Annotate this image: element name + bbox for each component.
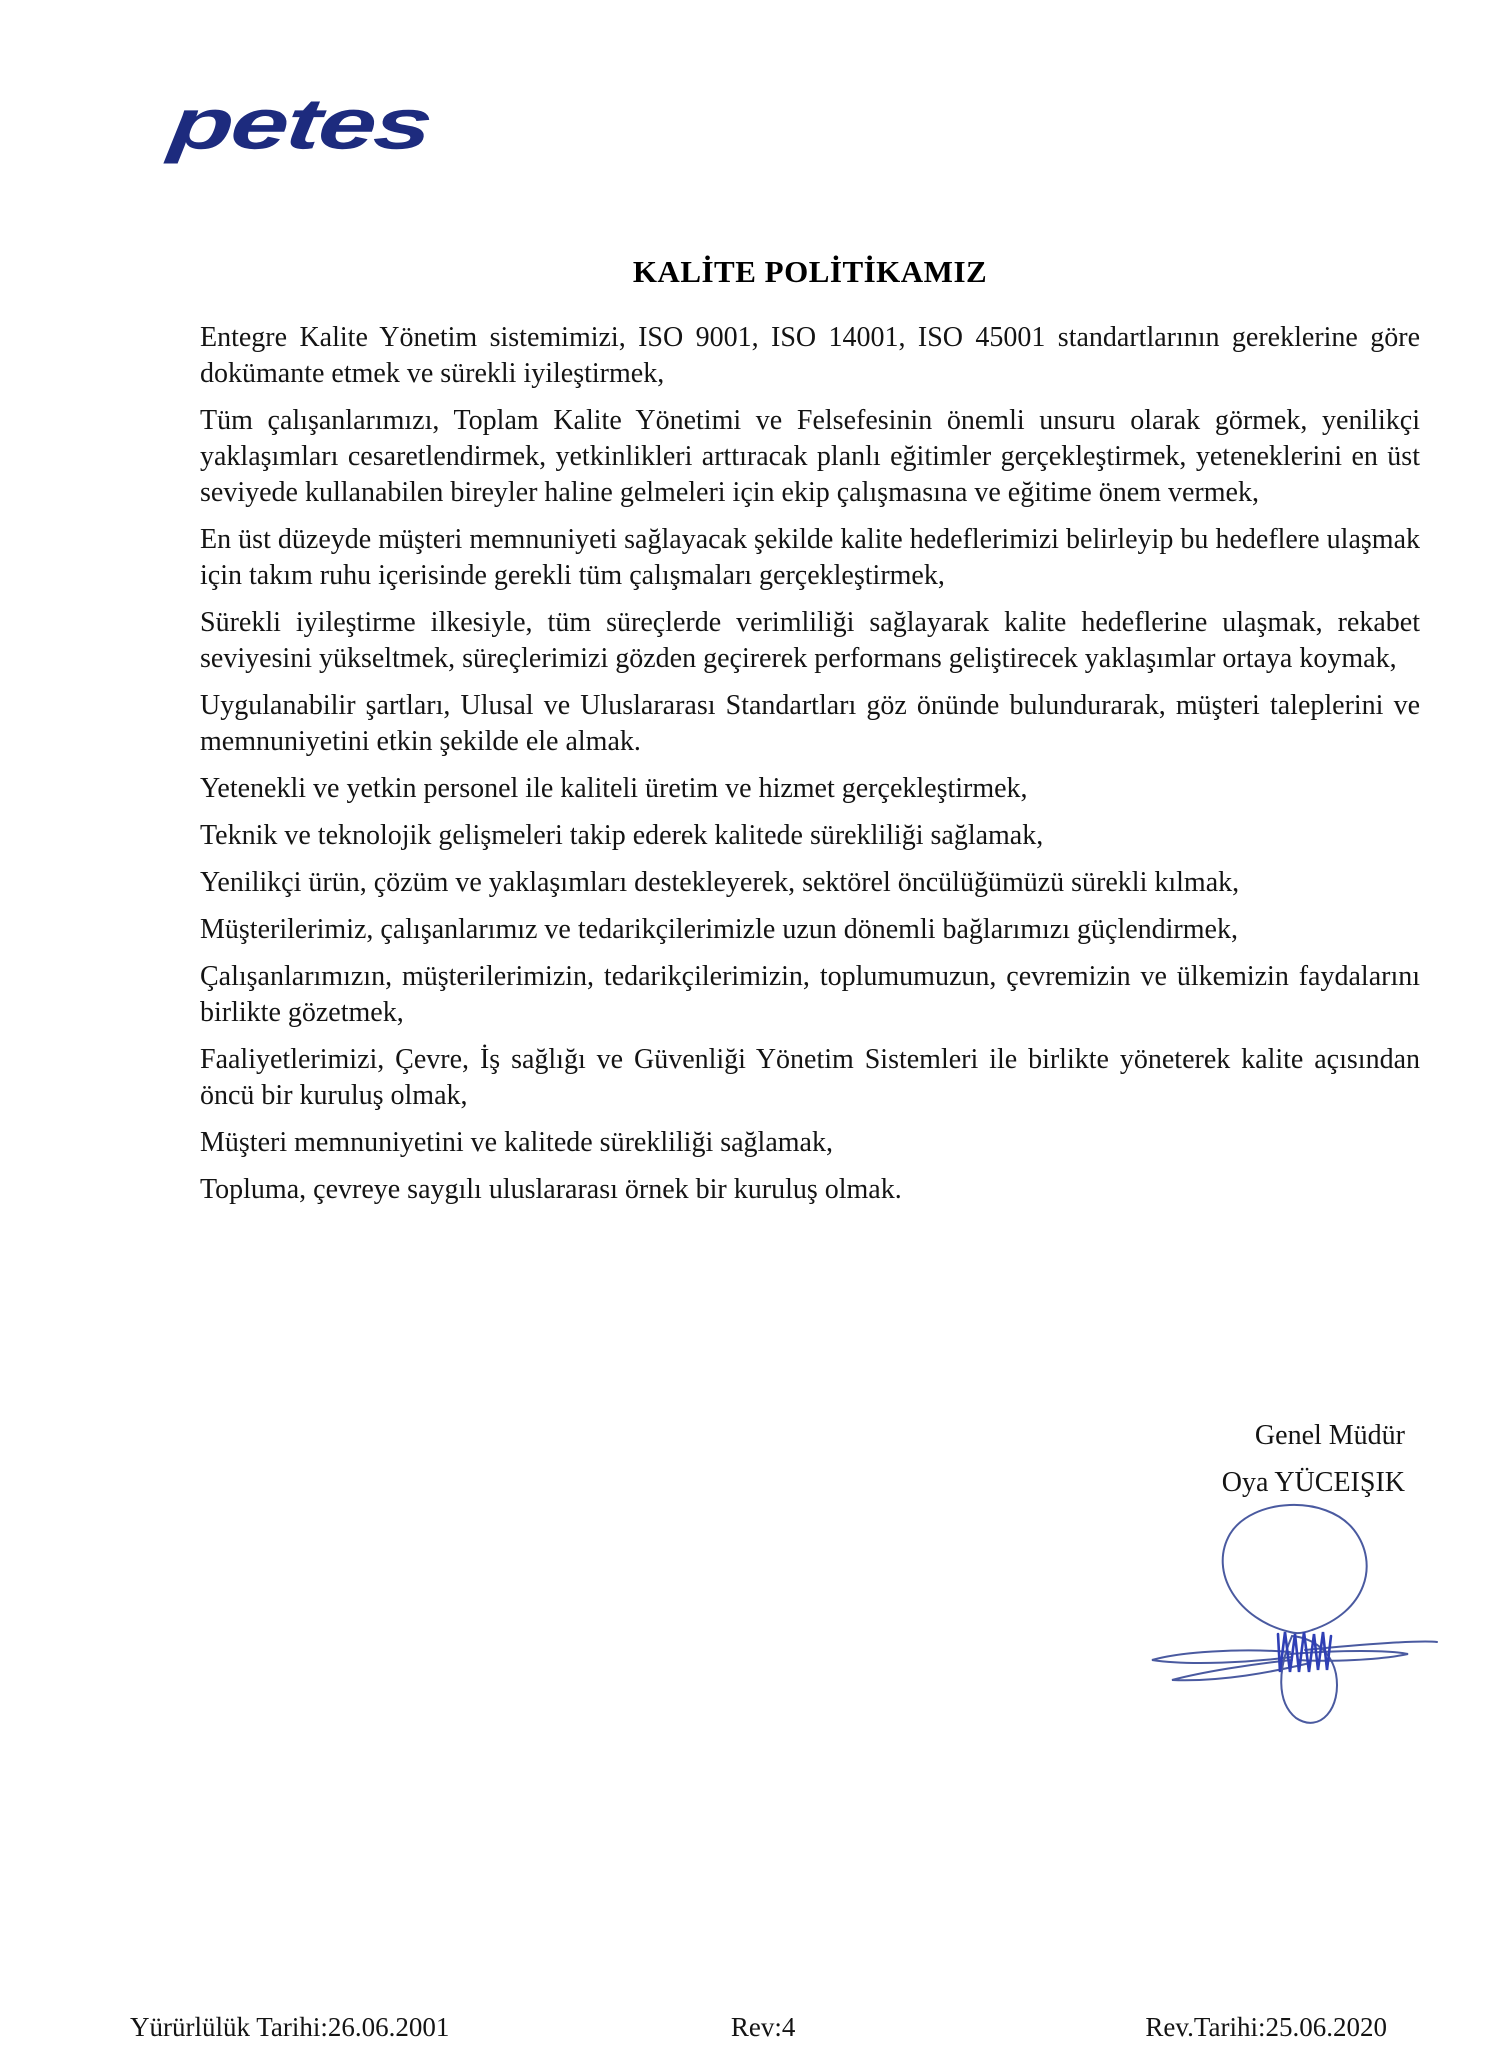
policy-paragraph: En üst düzeyde müşteri memnuniyeti sağlayacak şekilde kalite hedeflerimizi belirleyip bu hedeflere ulaşmak için takım ruhu içerisinde gerekli tüm çalışmaları gerçekleştirmek,	[200, 524, 1420, 591]
company-logo-text: petes	[165, 83, 436, 165]
signer-name: Oya YÜCEIŞIK	[1221, 1467, 1405, 1498]
footer-effective-date: Yürürlülük Tarihi:26.06.2001	[130, 2012, 450, 2042]
page-title: KALİTE POLİTİKAMIZ	[632, 254, 988, 289]
company-logo	[165, 83, 436, 188]
footer-revision-date: Rev.Tarihi:25.06.2020	[1145, 2012, 1387, 2042]
signer-role: Genel Müdür	[1254, 1420, 1405, 1451]
policy-paragraph: Sürekli iyileştirme ilkesiyle, tüm süreçlerde verimliliği sağlayarak kalite hedeflerine ulaşmak, rekabet seviyesini yükseltmek, süreçlerimizi gözden geçirerek performans geliştirecek yaklaşımlar ortaya koymak,	[200, 607, 1420, 674]
policy-paragraph: Müşteri memnuniyetini ve kalitede sürekliliği sağlamak,	[200, 1127, 833, 1158]
policy-paragraph: Faaliyetlerimizi, Çevre, İş sağlığı ve Güvenliği Yönetim Sistemleri ile birlikte yöneterek kalite açısından öncü bir kuruluş olmak,	[200, 1044, 1420, 1111]
policy-paragraph: Uygulanabilir şartları, Ulusal ve Uluslararası Standartları göz önünde bulundurarak, müşteri taleplerini ve memnuniyetini etkin şekilde ele almak.	[200, 690, 1420, 757]
footer-revision: Rev:4	[730, 2012, 796, 2042]
policy-paragraph: Müşterilerimiz, çalışanlarımız ve tedarikçilerimizle uzun dönemli bağlarımızı güçlendirmek,	[200, 914, 1238, 945]
handwritten-signature	[1140, 1492, 1440, 1732]
policy-paragraph: Yenilikçi ürün, çözüm ve yaklaşımları destekleyerek, sektörel öncülüğümüzü sürekli kılmak,	[200, 867, 1240, 898]
policy-paragraph: Yetenekli ve yetkin personel ile kaliteli üretim ve hizmet gerçekleştirmek,	[200, 773, 1028, 804]
policy-paragraph: Tüm çalışanlarımızı, Toplam Kalite Yönetimi ve Felsefesinin önemli unsuru olarak görmek, yenilikçi yaklaşımları cesaretlendirmek, yetkinlikleri arttıracak planlı eğitimler gerçekleştirmek, yeteneklerini en üst seviyede kullanabilen bireyler haline gelmeleri için ekip çalışmasına ve eğitime önem vermek,	[200, 405, 1420, 508]
policy-paragraph: Teknik ve teknolojik gelişmeleri takip ederek kalitede sürekliliği sağlamak,	[200, 820, 1044, 851]
policy-paragraph: Topluma, çevreye saygılı uluslararası örnek bir kuruluş olmak.	[200, 1174, 902, 1205]
policy-paragraph: Entegre Kalite Yönetim sistemimizi, ISO 9001, ISO 14001, ISO 45001 standartlarının gereklerine göre dokümante etmek ve sürekli iyileştirmek,	[200, 322, 1420, 389]
policy-text-block	[200, 320, 1420, 1219]
policy-paragraph: Çalışanlarımızın, müşterilerimizin, tedarikçilerimizin, toplumumuzun, çevremizin ve ülkemizin faydalarını birlikte gözetmek,	[200, 961, 1420, 1028]
